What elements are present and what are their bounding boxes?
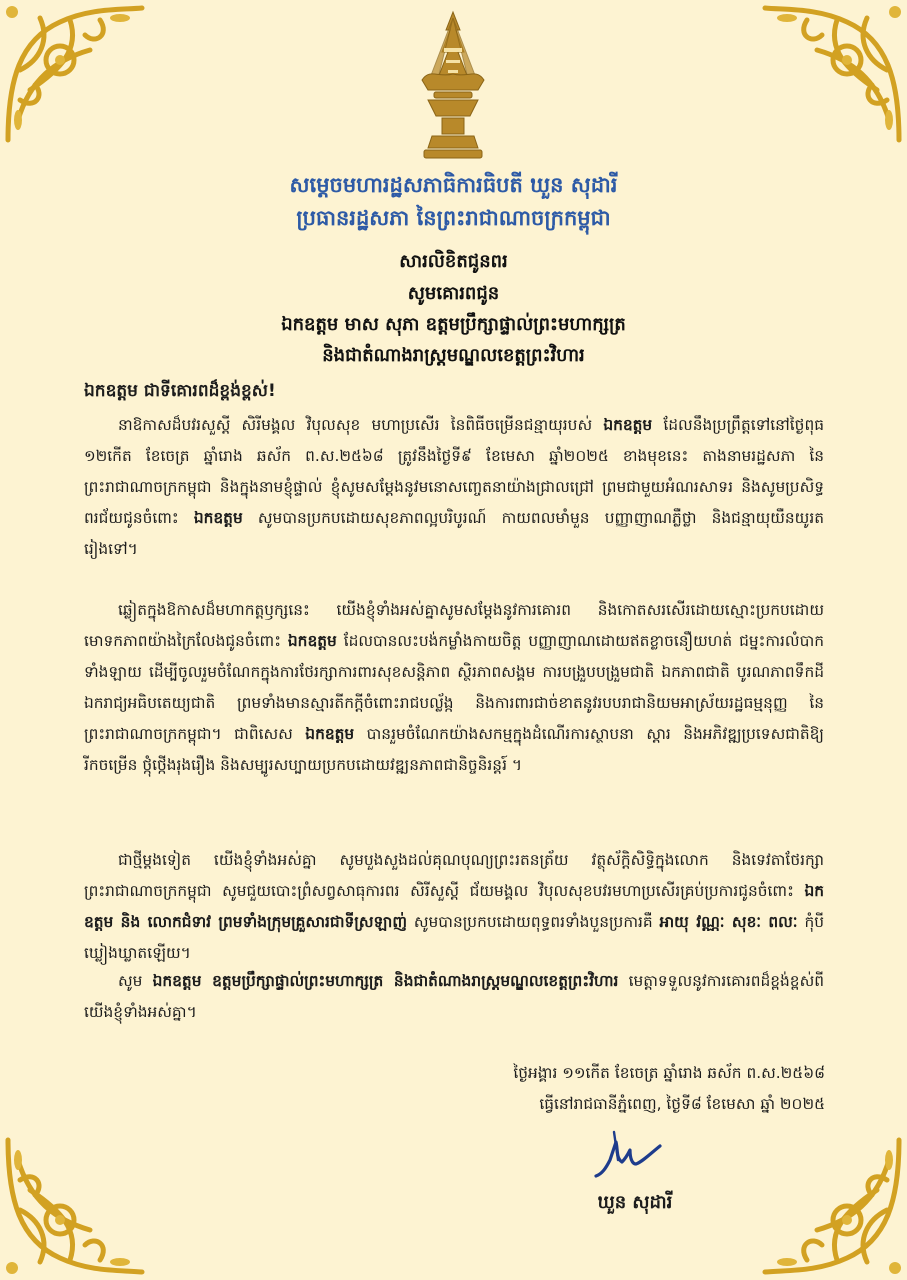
parliament-emblem-icon xyxy=(408,8,498,168)
handwritten-signature xyxy=(588,1124,668,1184)
salutation: ឯកឧត្តម ជាទីគោរពដ៏ខ្ពង់ខ្ពស់! xyxy=(84,381,276,401)
corner-ornament-bottom-right xyxy=(757,1130,907,1280)
signer-name: ឃួន សុដារី xyxy=(597,1192,673,1213)
sender-title-line1: សម្តេចមហារដ្ឋសភាធិការធិបតី ឃួន សុដារី xyxy=(289,173,618,197)
corner-ornament-top-right xyxy=(757,0,907,150)
paragraph-4: សូម ឯកឧត្តម ឧត្តមប្រឹក្សាផ្ទាល់ព្រះមហាក្សត្រ និងជាតំណាងរាស្ត្រមណ្ឌលខេត្តព្រះវិហារ មេត្តាទទួលនូវការគោរពដ៏ខ្ពង់ខ្ពស់ពីយើងខ្ញុំទាំងអស់គ្នា។ xyxy=(84,972,824,1021)
sender-title-line2: ប្រធានរដ្ឋសភា នៃព្រះរាជាណាចក្រកម្ពុជា xyxy=(296,206,611,230)
lunar-date: ថ្ងៃអង្គារ ១១កើត ខែចេត្រ ឆ្នាំរោង ឆស័ក ព.ស.២៥៦៨ xyxy=(513,1064,825,1082)
place-and-date: ធ្វើនៅរាជធានីភ្នំពេញ, ថ្ងៃទី៨ ខែមេសា ឆ្នាំ ២០២៥ xyxy=(539,1095,825,1113)
recipient-line1: ឯកឧត្តម មាស សុភា ឧត្តមប្រឹក្សាផ្ទាល់ព្រះមហាក្សត្រ xyxy=(281,314,626,335)
paragraph-3: ជាថ្មីម្តងទៀត យើងខ្ញុំទាំងអស់គ្នា សូមបួងសួងដល់គុណបុណ្យព្រះរតនត្រ័យ វត្ថុស័ក្តិសិទ្ធិក្នុងលោក និងទេវតាថែរក្សាព្រះរាជាណាចក្រកម្ពុជា សូមជួយបោះព្រំសព្វសាធុការពរ សិរីសួស្តី ជ័យមង្គល វិបុលសុខបវរមហាប្រសើរគ្រប់ប្រការជូនចំពោះ ឯកឧត្តម និង លោកជំទាវ ព្រមទាំងក្រុមគ្រួសារជាទីស្រឡាញ់ សូមបានប្រកបដោយពុទ្ធពរទាំងបួនប្រការគឺ អាយុ វណ្ណៈ សុខៈ ពលៈ កុំបីឃ្លៀងឃ្លាតឡើយ។ xyxy=(84,851,824,962)
recipient-line2: និងជាតំណាងរាស្ត្រមណ្ឌលខេត្តព្រះវិហារ xyxy=(322,345,585,366)
corner-ornament-top-left xyxy=(0,0,150,150)
paragraph-2: ឆ្លៀតក្នុងឱកាសដ៏មហាកត្តឫក្សនេះ យើងខ្ញុំទាំងអស់គ្នាសូមសម្តែងនូវការគោរព និងកោតសរសើរដោយស្មោះប្រកបដោយមោទកភាពយ៉ាងក្រៃលែងជូនចំពោះ ឯកឧត្តម ដែលបានលះបង់កម្លាំងកាយចិត្ត បញ្ញាញាណដោយឥតខ្លាចនឿយហត់ ជម្នះការលំបាកទាំងឡាយ ដើម្បីចូលរួមចំណែកក្នុងការថែរក្សាការពារសុខសន្តិភាព ស្ថិរភាពសង្គម ការបង្រួបបង្រួមជាតិ ឯកភាពជាតិ បូរណភាពទឹកដី ឯករាជ្យអធិបតេយ្យជាតិ ព្រមទាំងមានស្មារតីកក្តីចំពោះរាជបល្ល័ង្ក និងការពារជាច់ខាតនូវរបបរាជានិយមអាស្រ័យរដ្ឋធម្មនុញ្ញ នៃព្រះរាជាណាចក្រកម្ពុជា។ ជាពិសេស ឯកឧត្តម បានរួមចំណែកយ៉ាងសកម្មក្នុងដំណើរការស្ថាបនា ស្តារ និងអភិវឌ្ឍប្រទេសជាតិឱ្យរីកចម្រើន ថ្កុំថ្កើងរុងរឿង និងសម្បូរសប្បាយប្រកបដោយវឌ្ឍនភាពជានិច្ចនិរន្តរ៍ ។ xyxy=(84,601,825,774)
paragraph-1: នាឱកាសដ៏បវរសួស្តី សិរីមង្គល វិបុលសុខ មហាប្រសើរ នៃពិធីចម្រើនជន្មាយុរបស់ ឯកឧត្តម ដែលនឹងប្រព្រឹត្តទៅនៅថ្ងៃពុធ ១២កើត ខែចេត្រ ឆ្នាំរោង ឆស័ក ព.ស.២៥៦៨ ត្រូវនឹងថ្ងៃទី៩ ខែមេសា ឆ្នាំ២០២៥ ខាងមុខនេះ តាងនាមរដ្ឋសភា នៃព្រះរាជាណាចក្រកម្ពុជា និងក្នុងនាមខ្ញុំផ្ទាល់ ខ្ញុំសូមសម្តែងនូវមនោសញ្ចេតនាយ៉ាងជ្រាលជ្រៅ ព្រមជាមួយអំណរសាទរ និងសូមប្រសិទ្ធពរជ័យជូនចំពោះ ឯកឧត្តម សូមបានប្រកបដោយសុខភាពល្អបរិបូរណ៍ កាយពលមាំមួន បញ្ញាញាណភ្លឺថ្លា និងជន្មាយុយឺនយូរតរៀងទៅ។ xyxy=(84,416,824,558)
respect-line: សូមគោរពជូន xyxy=(407,283,500,304)
letter-type-heading: សារលិខិតជូនពរ xyxy=(399,251,508,272)
corner-ornament-bottom-left xyxy=(0,1130,150,1280)
